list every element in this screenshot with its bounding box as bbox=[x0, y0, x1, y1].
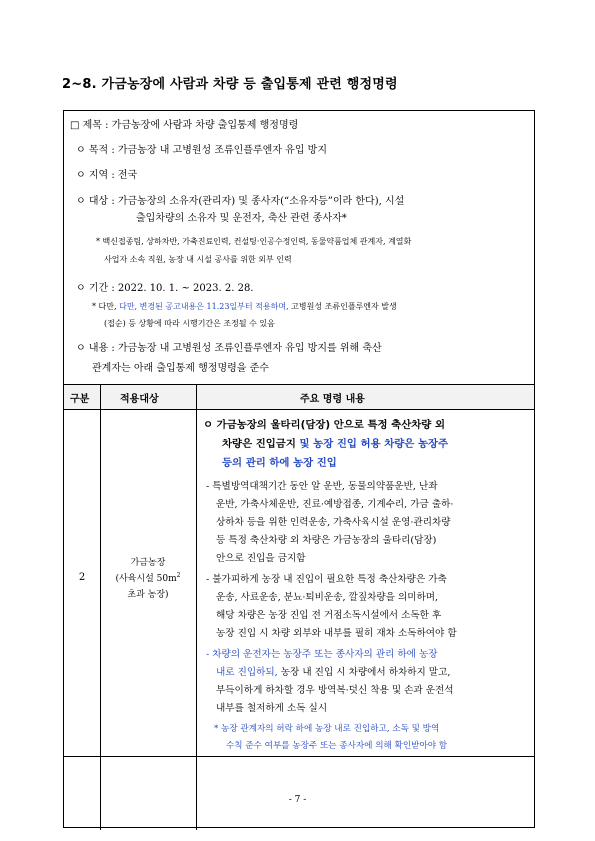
detail-line: 부득이하게 하차할 경우 방역복·덧신 착용 및 손과 운전석 bbox=[216, 685, 454, 696]
order-main: 등의 관리 하에 농장 진입 bbox=[222, 457, 337, 469]
notice-box bbox=[63, 110, 535, 828]
header-target: 적용대상 bbox=[120, 394, 159, 405]
target-line: 가금농장 bbox=[130, 558, 166, 568]
bottom-rule bbox=[64, 756, 534, 757]
detail-line: - 불가피하게 농장 내 진입이 필요한 특정 축산차량은 가축 bbox=[206, 574, 447, 585]
order-region: ㅇ 지역 : 전국 bbox=[76, 170, 138, 181]
footnote-line: 수칙 준수 여부를 농장주 또는 종사자에 의해 확인받아야 함 bbox=[226, 741, 448, 751]
order-main: ㅇ 가금농장의 울타리(담장) 안으로 특정 축산차량 외 bbox=[203, 419, 445, 431]
order-content-cont: 관계자는 아래 출입통제 행정명령을 준수 bbox=[92, 363, 269, 374]
target-line: 초과 농장) bbox=[127, 590, 169, 600]
column-divider bbox=[100, 385, 101, 830]
column-divider bbox=[196, 385, 197, 830]
header-content: 주요 명령 내용 bbox=[300, 394, 365, 405]
detail-line: 등 특정 축산차량 외 차량은 가금농장의 울타리(담장) bbox=[216, 535, 437, 546]
detail-line: - 차량의 운전자는 농장주 또는 종사자의 관리 하에 농장 bbox=[206, 649, 438, 660]
target-line: (사육시설 $50m^2$ bbox=[115, 572, 181, 584]
target-note: * 백신접종팀, 상하차반, 가축진료인력, 컨설팅·인공수정인력, 동물약품업체 관계자, 계열화 bbox=[96, 237, 412, 246]
order-main-highlight: 및 농장 진입 허용 차량은 농장주 bbox=[299, 438, 449, 450]
order-main: 차량은 진입금지 및 농장 진입 허용 차량은 농장주 bbox=[222, 438, 449, 450]
order-title: □ 제목 : 가금농장에 사람과 차량 출입통제 행정명령 bbox=[70, 120, 299, 131]
order-table bbox=[64, 384, 534, 830]
period-note-highlight: 다만, 변경된 공고내용은 11.23일부터 적용하며, bbox=[119, 302, 289, 311]
page-number: - 7 - bbox=[288, 795, 307, 805]
order-content: ㅇ 내용 : 가금농장 내 고병원성 조류인플루엔자 유입 방지를 위해 축산 bbox=[76, 343, 382, 354]
detail-line: - 특별방역대책기간 동안 알 운반, 동물의약품운반, 난좌 bbox=[206, 481, 438, 492]
target-note-cont: 사업자 소속 직원, 농장 내 시설 공사를 위한 외부 인력 bbox=[104, 255, 292, 264]
period-note: * 다만, 다만, 변경된 공고내용은 11.23일부터 적용하며, 고병원성 조류인플루엔자 발생 bbox=[92, 302, 397, 311]
detail-line: 운송, 사료운송, 분뇨·퇴비운송, 깔짚차량을 의미하며, bbox=[216, 592, 439, 603]
period-note-cont: (접순) 등 상황에 따라 시행기간은 조정될 수 있음 bbox=[104, 319, 275, 328]
detail-line: 농장 진입 시 차량 외부와 내부를 필히 재차 소독하여야 함 bbox=[216, 628, 457, 639]
footnote-line: * 농장 관계자의 허락 하에 농장 내로 진입하고, 소독 및 방역 bbox=[214, 724, 440, 734]
detail-line: 해당 차량은 농장 진입 전 거점소독시설에서 소독한 후 bbox=[216, 610, 442, 621]
detail-line: 운반, 가축사체운반, 진료·예방접종, 기계수리, 가금 출하· bbox=[216, 499, 454, 510]
table-header bbox=[64, 385, 534, 410]
order-target-cont: 출입차량의 소유자 및 운전자, 축산 관련 종사자* bbox=[136, 213, 347, 224]
order-summary bbox=[64, 111, 534, 383]
header-category: 구분 bbox=[70, 394, 90, 405]
section-heading: 2~8. 가금농장에 사람과 차량 등 출입통제 관련 행정명령 bbox=[62, 77, 398, 92]
detail-line: 내부를 철저하게 소독 실시 bbox=[216, 703, 328, 714]
order-purpose: ㅇ 목적 : 가금농장 내 고병원성 조류인플루엔자 유입 방지 bbox=[76, 145, 327, 156]
detail-line: 상하차 등을 위한 인력운송, 가축사육시설 운영·관리차량 bbox=[216, 517, 451, 528]
row-number: 2 bbox=[78, 572, 86, 583]
detail-line: 안으로 진입을 금지함 bbox=[216, 553, 306, 564]
order-period: ㅇ 기간 : 2022. 10. 1. ~ 2023. 2. 28. bbox=[76, 283, 254, 294]
order-target: ㅇ 대상 : 가금농장의 소유자(관리자) 및 종사자(“소유자등”이라 한다), 시설 bbox=[76, 196, 405, 207]
detail-line: 내로 진입하되, 농장 내 진입 시 차량에서 하차하지 말고, bbox=[216, 667, 451, 678]
